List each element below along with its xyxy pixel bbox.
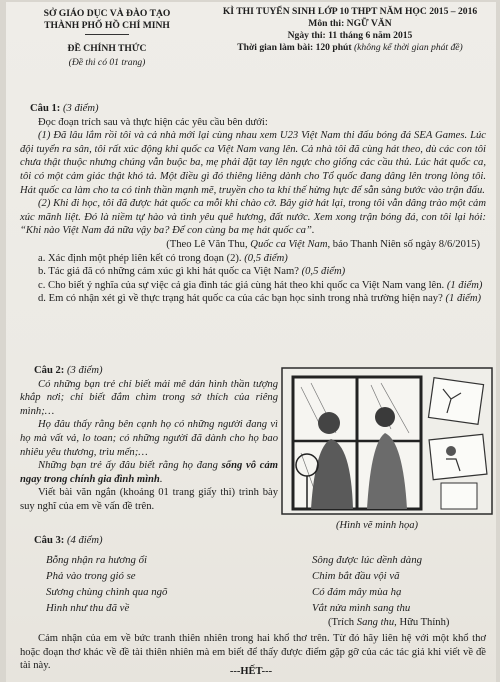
official-label: ĐỀ CHÍNH THỨC [67, 43, 147, 54]
q1-c: c. Cho biết ý nghĩa của sự việc cả gia đình tác giả cùng hát theo khi quốc ca Việt Nam vang lên. (1 điểm) [38, 279, 483, 291]
exam-sheet [6, 2, 496, 682]
q1-para-2: (2) Khi đi học, tôi đã được hát quốc ca mỗi khi chào cờ. Bây giờ hát lại, trong tôi vẫn dâng trào một cảm xúc mãnh liệt. Đó là niềm tự hào và tình yêu quê hương, đất nước. Xem xong trận bóng đá, con tôi lại hỏi: “Khi nào Việt Nam đá nữa vậy ba? Để con cùng ba mẹ hát quốc ca”. [20, 198, 486, 237]
illustration-image [281, 367, 493, 515]
illustration-caption: (Hình vẽ minh họa) [336, 520, 418, 531]
poem-line: Sông được lúc dềnh dàng [312, 554, 423, 566]
end-marker: ---HẾT--- [229, 666, 273, 677]
q3-task: Cảm nhận của em về bức tranh thiên nhiên trong hai khổ thơ trên. Từ đó hãy liên hệ với một khổ thơ hoặc đoạn thơ khác về đề tài thiên nhiên mà em biết để thấy được điểm gặp gỡ của các tác giả khi viết về đề tài này. [20, 633, 486, 672]
poem-line: Có đám mây mùa hạ [312, 586, 402, 598]
question-1 [20, 102, 486, 306]
q2-heading: Câu 2: [34, 365, 65, 376]
q2-points: (3 điểm) [66, 365, 103, 376]
exam-subject: Môn thi: NGỮ VĂN [308, 18, 392, 29]
poem-line: Bỗng nhận ra hương ổi [46, 554, 148, 566]
question-2 [20, 364, 278, 514]
q1-heading: Câu 1: [30, 103, 61, 114]
poem-left [46, 552, 167, 616]
q2-para-1: Có những bạn trẻ chỉ biết mải mê dán hình thần tượng khắp nơi; chỉ biết đắm chìm trong sở thích của riêng mình;… [20, 378, 278, 417]
q1-intro: Đọc đoạn trích sau và thực hiện các yêu cầu bên dưới: [38, 116, 268, 128]
q1-d: d. Em có nhận xét gì về thực trạng hát quốc ca của các bạn học sinh trong nhà trường hiện nay? (1 điểm) [38, 293, 482, 305]
exam-info-block [206, 6, 494, 54]
poem-line: Sương chùng chình qua ngõ [46, 586, 168, 598]
question-3-heading: Câu 3: (4 điểm) [34, 535, 103, 546]
q2-para-3: Những bạn trẻ ấy đâu biết rằng họ đang sống vô cảm ngay trong chính gia đình mình. [20, 460, 278, 485]
issuer-line-2: THÀNH PHỐ HỒ CHÍ MINH [44, 20, 170, 31]
exam-title: KÌ THI TUYỂN SINH LỚP 10 THPT NĂM HỌC 2015 – 2016 [222, 6, 478, 17]
poem-source: (Trích Sang thu, Hữu Thỉnh) [328, 617, 450, 628]
q2-para-2: Họ đâu thấy rằng bên cạnh họ có những người đang vì họ mà vất vả, lo toan; có những người đã dành cho họ bao nhiêu yêu thương, trìu mến;… [20, 419, 278, 458]
q1-source: (Theo Lê Văn Thu, Quốc ca Việt Nam, báo Thanh Niên số ngày 8/6/2015) [166, 238, 480, 250]
q2-task: Viết bài văn ngắn (khoảng 01 trang giấy thi) trình bày suy nghĩ của em về vấn đề trên. [20, 487, 278, 512]
exam-time-note: (không kể thời gian phát đề) [353, 42, 463, 53]
poem-right [312, 552, 422, 616]
exam-date: Ngày thi: 11 tháng 6 năm 2015 [287, 30, 413, 41]
issuer-line-1: SỞ GIÁO DỤC VÀ ĐÀO TẠO [43, 8, 171, 19]
divider [85, 34, 129, 35]
poem-line: Phả vào trong gió se [46, 570, 136, 582]
q1-para-1: (1) Đã lâu lắm rồi tôi và cả nhà mới lại cùng nhau xem U23 Việt Nam thi đấu bóng đá SEA Games. Lúc đội tuyển ra sân, tôi rất xúc động khi quốc ca Việt Nam vang lên. Cả nhà tôi đã cùng hát theo, dù các con tôi chưa thật thuộc nhưng chúng vẫn buộc ba, mẹ phải đặt tay lên ngực cho giống các cầu thủ. Lúc hát quốc ca, tôi có một cảm giác thật khó tả. Một điều gì đó thiêng liêng dành cho Tổ quốc đang dâng lên trong lòng tôi. Hát quốc ca làm cho ta có tinh thần mạnh mẽ, truyền cho ta khí thế hừng hực để sẵn sàng bước vào trận đấu. [20, 130, 486, 196]
poem-line: Vắt nửa mình sang thu [312, 602, 411, 614]
poem-line: Chim bắt đầu vội vã [312, 570, 400, 582]
page-count: (Đề thi có 01 trang) [68, 57, 146, 68]
q1-points: (3 điểm) [62, 103, 99, 114]
issuer-block [12, 8, 202, 69]
poem-line: Hình như thu đã về [46, 602, 130, 614]
q1-b: b. Tác giả đã có những cảm xúc gì khi hát quốc ca Việt Nam? (0,5 điểm) [38, 266, 346, 278]
q1-a: a. Xác định một phép liên kết có trong đoạn (2). (0,5 điểm) [38, 252, 288, 264]
exam-time: Thời gian làm bài: 120 phút [237, 42, 352, 53]
